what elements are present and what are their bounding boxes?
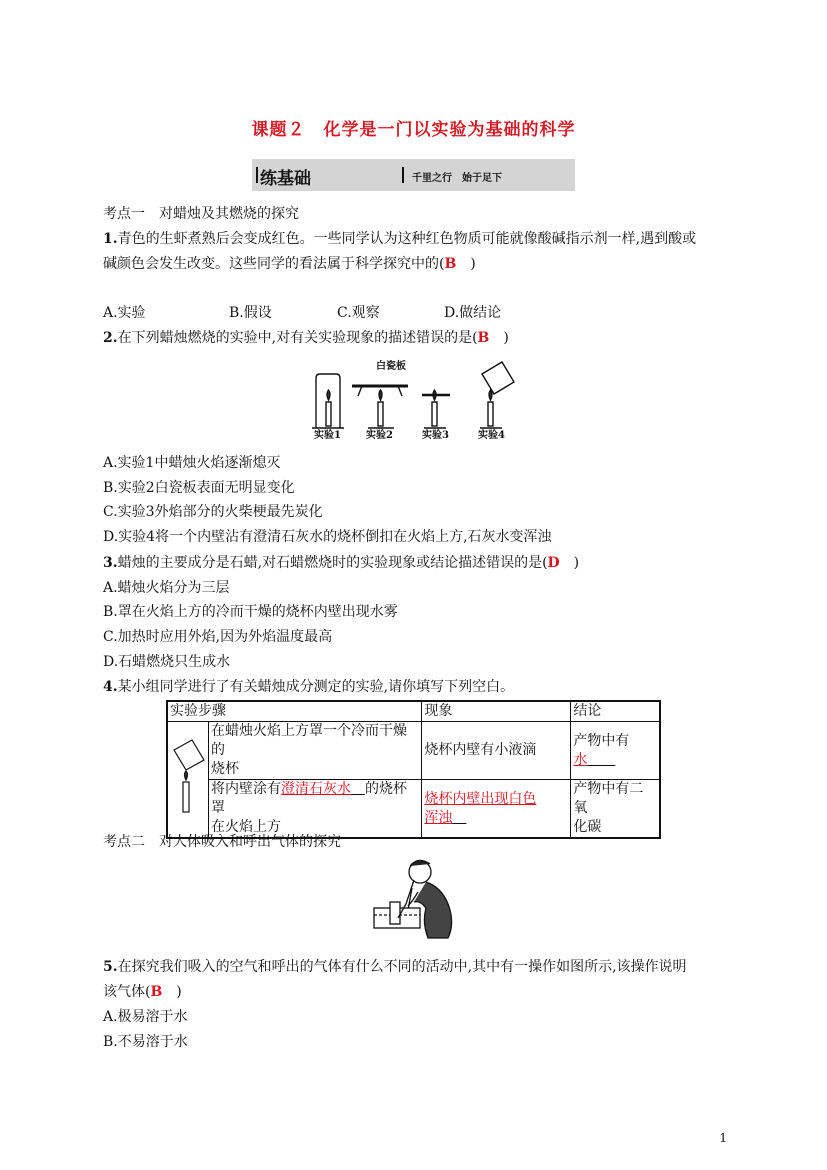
r1-conclusion-answer: 水 — [573, 751, 588, 768]
exp1-flame — [327, 390, 330, 400]
r2-phenomenon-answer2: 浑浊 — [424, 809, 453, 826]
header-step: 实验步骤 — [167, 701, 422, 722]
q2-option-b: B.实验2白瓷板表面无明显变化 — [103, 480, 295, 496]
q2-stem — [103, 328, 509, 348]
q5-option-a: A.极易溶于水 — [103, 1009, 188, 1025]
beaker-candle-icon — [168, 738, 208, 816]
r1-phenomenon: 烧杯内壁有小液滴 — [422, 722, 571, 780]
header-phenomenon: 现象 — [422, 701, 571, 722]
plate-label: 白瓷板 — [376, 361, 406, 372]
q3-close: ) — [559, 555, 580, 571]
r2-step-post: 的烧杯罩 — [211, 781, 407, 816]
q5-line1 — [103, 957, 687, 977]
q5-line2 — [103, 982, 182, 1002]
section1-heading: 考点一 对蜡烛及其燃烧的探究 — [103, 206, 299, 222]
exp4-label: 实验4 — [478, 430, 505, 441]
r1-step-line1: 在蜡烛火焰上方罩一个冷而干燥的 — [211, 723, 407, 758]
q5-answer: B — [150, 984, 163, 1000]
q4-table — [166, 700, 661, 839]
exp1-candle — [326, 402, 331, 426]
r1-conclusion — [571, 722, 660, 780]
exp3-label: 实验3 — [422, 430, 449, 441]
candle-experiments-figure — [300, 356, 530, 446]
q4-stem-text: 某小组同学进行了有关蜡烛成分测定的实验,请你填写下列空白。 — [117, 679, 515, 695]
exp4-candle — [488, 402, 493, 426]
r2-conclusion — [571, 780, 660, 839]
r2-conclusion-line2: 化碳 — [573, 819, 602, 835]
q1-option-a: A.实验 — [103, 305, 146, 321]
q5-stem-line2: 该气体( — [103, 984, 151, 1000]
q1-line1 — [103, 229, 696, 249]
section-banner — [252, 159, 575, 191]
q5-number: 5. — [103, 959, 118, 975]
q5-stem-line1: 在探究我们吸入的空气和呼出的气体有什么不同的活动中,其中有一操作如图所示,该操作说明 — [117, 959, 687, 975]
r2-conclusion-line1: 产物中有二氧 — [573, 781, 644, 816]
q3-option-c: C.加热时应用外焰,因为外焰温度最高 — [103, 629, 333, 645]
q1-stem-line2: 碱颜色会发生改变。这些同学的看法属于科学探究中的( — [103, 256, 445, 272]
section2-heading: 考点二 对人体吸入和呼出气体的探究 — [103, 834, 341, 850]
banner-sub: 千里之行 始于足下 — [412, 173, 502, 184]
q4-number: 4. — [103, 679, 118, 695]
header-conclusion: 结论 — [571, 701, 660, 722]
r1-step — [209, 722, 422, 780]
r2-step-answer: 澄清石灰水 — [281, 781, 351, 797]
q5-close: ) — [162, 984, 182, 1000]
q2-close: ) — [489, 330, 509, 346]
q5-option-b: B.不易溶于水 — [103, 1034, 188, 1050]
exp2-flame — [379, 390, 382, 400]
r2-phenomenon — [422, 780, 571, 839]
breathing-experiment-figure — [368, 858, 462, 942]
r1-conclusion-text: 产物中有 — [573, 732, 630, 749]
r1-step-line2: 烧杯 — [211, 761, 239, 777]
q2-option-d: D.实验4将一个内壁沾有澄清石灰水的烧杯倒扣在火焰上方,石灰水变浑浊 — [103, 529, 552, 545]
r2-step — [209, 780, 422, 839]
banner-bar-left — [256, 167, 258, 183]
q3-stem — [103, 553, 579, 573]
exp4-beaker — [482, 362, 514, 394]
q2-answer: B — [477, 330, 490, 346]
q1-number: 1. — [103, 231, 118, 247]
table-row — [167, 780, 660, 839]
r2-step-pre: 将内壁涂有 — [211, 781, 281, 797]
r2-step-line2: 在火焰上方 — [211, 819, 281, 835]
q1-stem-line1: 青色的生虾煮熟后会变成红色。一些同学认为这种红色物质可能就像酸碱指示剂一样,遇到酸或 — [117, 231, 697, 247]
q1-answer: B — [444, 256, 457, 272]
r2-phenomenon-answer1: 烧杯内壁出现白色 — [424, 790, 537, 807]
q3-option-a: A.蜡烛火焰分为三层 — [103, 580, 230, 596]
q3-option-d: D.石蜡燃烧只生成水 — [103, 654, 231, 670]
q4-stem — [103, 677, 514, 697]
q1-option-d: D.做结论 — [444, 305, 502, 321]
table-header-row — [167, 701, 660, 722]
q3-option-b: B.罩在火焰上方的冷而干燥的烧杯内壁出现水雾 — [103, 604, 398, 620]
q2-number: 2. — [103, 330, 118, 346]
page-number: 1 — [719, 1131, 727, 1145]
exp2-candle — [378, 402, 383, 426]
q1-option-b: B.假设 — [229, 305, 272, 321]
banner-bar-right — [402, 167, 404, 183]
exp3-candle — [432, 402, 437, 426]
banner-main: 练基础 — [260, 169, 311, 189]
q3-number: 3. — [103, 555, 118, 571]
gas-bottle — [390, 902, 400, 924]
q1-close: ) — [456, 256, 476, 272]
q3-answer: D — [547, 555, 560, 571]
q3-stem-text: 蜡烛的主要成分是石蜡,对石蜡燃烧时的实验现象或结论描述错误的是( — [117, 555, 548, 571]
exp1-label: 实验1 — [314, 430, 341, 441]
q2-stem-text: 在下列蜡烛燃烧的实验中,对有关实验现象的描述错误的是( — [117, 330, 478, 346]
q2-option-c: C.实验3外焰部分的火柴梗最先炭化 — [103, 504, 323, 520]
q1-option-c: C.观察 — [337, 305, 380, 321]
q2-option-a: A.实验1中蜡烛火焰逐渐熄灭 — [103, 455, 281, 471]
table-figure-cell — [167, 722, 209, 839]
exp2-label: 实验2 — [366, 430, 393, 441]
q1-line2 — [103, 254, 476, 274]
exp4-flame — [489, 390, 492, 400]
page-title: 课题２ 化学是一门以实验为基础的科学 — [251, 120, 576, 140]
table-row — [167, 722, 660, 780]
